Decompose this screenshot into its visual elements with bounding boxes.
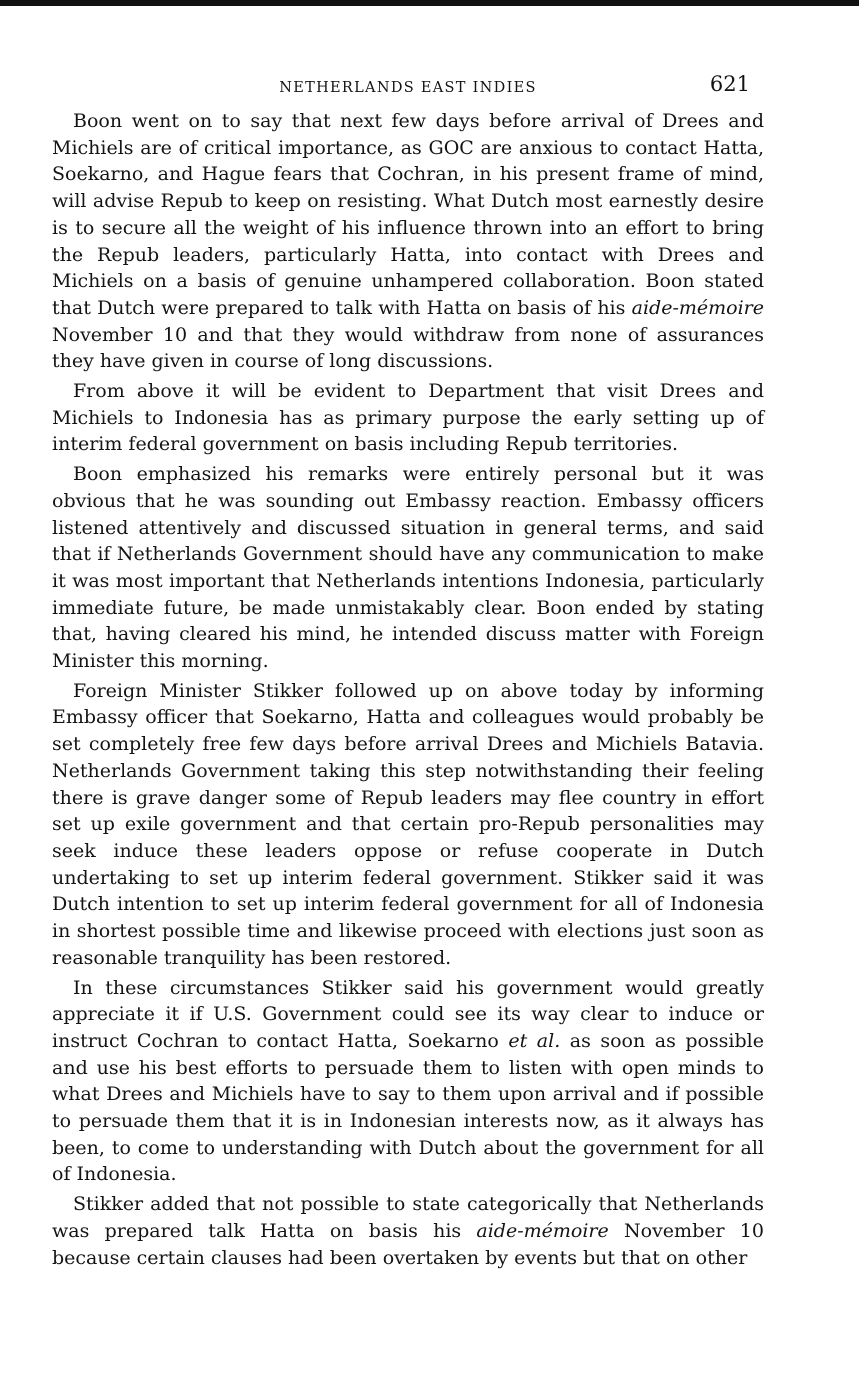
text-run: Stikker added that not possible to state categorically that Netherlands was prepared talk Hatta on basis his [52, 1193, 764, 1242]
italic-text-run: et al. [508, 1029, 561, 1052]
running-header [52, 72, 764, 108]
text-run: From above it will be evident to Department that visit Drees and Michiels to Indonesia has as primary purpose the early setting up of interim federal government on basis including Repub territories. [52, 380, 764, 456]
paragraph-2 [52, 378, 764, 458]
text-run: as soon as possible and use his best efforts to persuade them to listen with open minds to what Drees and Michiels have to say to them upon arrival and if possible to persuade them that it is in Indonesian interests now, as it always has been, to come to understanding with Dutch about the government for all of Indonesia. [52, 1029, 764, 1186]
paragraph-3 [52, 461, 764, 675]
paragraph-5 [52, 975, 764, 1189]
text-run: Boon went on to say that next few days before arrival of Drees and Michiels are of critical importance, as GOC are anxious to contact Hatta, Soekarno, and Hague fears that Cochran, in his present frame of mind, will advise Repub to keep on resisting. What Dutch most earnestly desire is to secure all the weight of his influence thrown into an effort to bring the Repub leaders, particularly Hatta, into contact with Drees and Michiels on a basis of genuine unhampered collaboration. Boon stated that Dutch were prepared to talk with Hatta on basis of his [52, 110, 764, 319]
italic-text-run: aide-mémoire [476, 1219, 609, 1242]
text-run: November 10 because certain clauses had been overtaken by events but that on other [52, 1219, 764, 1269]
text-run: Boon emphasized his remarks were entirely personal but it was obvious that he was sounding out Embassy reaction. Embassy officers listened attentively and discussed situation in general terms, and said that if Netherlands Government should have any communication to make it was most important that Netherlands intentions Indonesia, particularly immediate future, be made unmistakably clear. Boon ended by stating that, having cleared his mind, he intended discuss matter with Foreign Minister this morning. [52, 463, 764, 673]
document-page [52, 72, 764, 1271]
italic-text-run: aide-mémoire [631, 296, 764, 319]
text-run: Foreign Minister Stikker followed up on above today by informing Embassy officer that Soekarno, Hatta and colleagues would probably be set completely free few days before arrival Drees and Michiels Batavia. Netherlands Government taking this step notwithstanding their feeling there is grave danger some of Repub leaders may flee country in effort set up exile government and that certain pro-Repub personalities may seek induce these leaders oppose or refuse cooperate in Dutch undertaking to set up interim federal government. Stikker said it was Dutch intention to set up interim federal government for all of Indonesia in shortest possible time and likewise proceed with elections just soon as reasonable tranquility has been restored. [52, 679, 764, 969]
text-run: In these circumstances Stikker said his government would greatly appreciate it if U.S. Government could see its way clear to induce or instruct Cochran to contact Hatta, Soekarno [52, 976, 764, 1052]
paragraph-4 [52, 678, 764, 972]
paragraph-1 [52, 108, 764, 375]
running-title: NETHERLANDS EAST INDIES [279, 80, 537, 96]
paragraph-6 [52, 1191, 764, 1271]
page-top-edge [0, 0, 859, 6]
text-run: November 10 and that they would withdraw from none of assurances they have given in course of long discussions. [52, 323, 764, 373]
page-number: 621 [709, 72, 750, 96]
